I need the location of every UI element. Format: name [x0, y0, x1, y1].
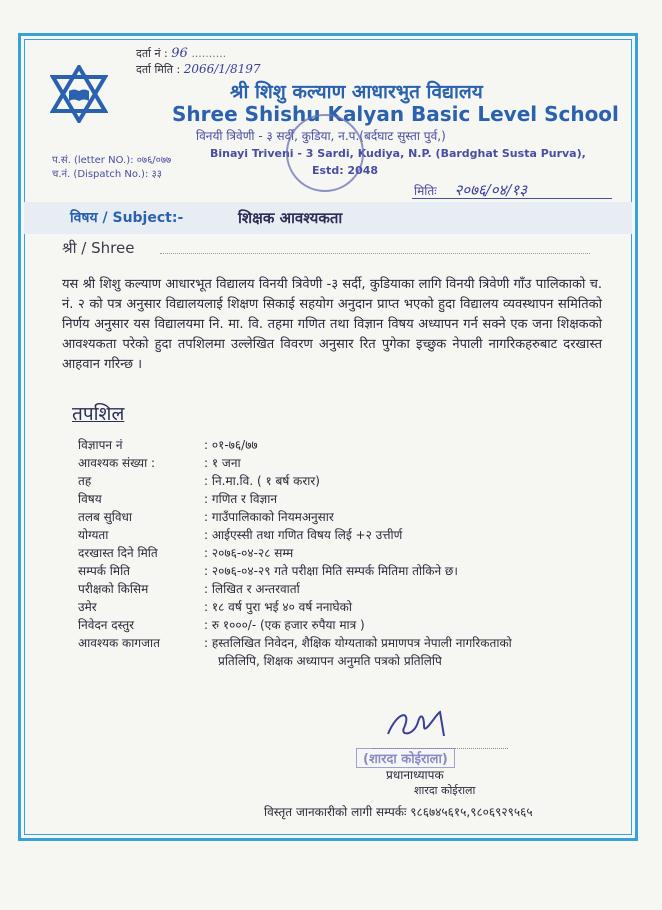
- address-english: Binayi Triveni - 3 Sardi, Kudiya, N.P. (Bardghat Susta Purva),: [210, 147, 586, 160]
- detail-label-salary: तलब सुविधा: [78, 510, 133, 524]
- dartaa-date-label: दर्ता मिति :: [136, 63, 181, 76]
- subject-label: विषय / Subject:-: [70, 210, 184, 226]
- detail-label-qualification: योग्यता: [78, 528, 109, 542]
- detail-value-age: : १८ वर्ष पुरा भई ४० वर्ष ननाघेको: [204, 600, 352, 614]
- school-name-english: Shree Shishu Kalyan Basic Level School: [172, 102, 619, 126]
- letter-date-label: मितिः: [414, 184, 437, 198]
- signature-stamp: (शारदा कोईराला): [356, 748, 455, 768]
- detail-value-fee: : रु १०००/- (एक हजार रुपैया मात्र ): [204, 618, 365, 632]
- dispatch-number-label: च.नं. (Dispatch No.):: [52, 169, 149, 180]
- detail-value-level: : नि.मा.वि. ( १ बर्ष करार): [204, 474, 320, 488]
- footer-contact: विस्तृत जानकारीको लागी सम्पर्कः ९८६७४५६१५,९८०६९२९५६५: [264, 805, 533, 819]
- detail-label-subject: विषय: [78, 492, 102, 506]
- detail-value-documents-cont: प्रतिलिपि, शिक्षक अध्यापन अनुमति पत्रको प्रतिलिपि: [218, 654, 442, 668]
- address-nepali: विनयी त्रिवेणी - ३ सर्दी, कुडिया, न.प.(बर्दघाट सुस्ता पुर्व,): [196, 129, 446, 143]
- subject-value: शिक्षक आवश्यकता: [238, 209, 343, 227]
- detail-label-contact-date: सम्पर्क मिति: [78, 564, 131, 578]
- addressee-label: श्री / Shree: [62, 239, 135, 257]
- detail-value-count: : १ जना: [204, 456, 241, 470]
- detail-value-salary: : गाउँपालिकाको नियमअनुसार: [204, 510, 334, 524]
- detail-label-documents: आवश्यक कागजात: [78, 636, 160, 650]
- dispatch-number: [52, 166, 162, 180]
- school-stamp: [286, 114, 364, 192]
- detail-label-fee: निवेदन दस्तुर: [78, 618, 135, 632]
- detail-value-documents: : हस्तलिखित निवेदन, शैक्षिक योग्यताको प्रमाणपत्र नेपाली नागरिकताको: [204, 636, 512, 650]
- dartaa-date-value: 2066/1/8197: [183, 62, 261, 76]
- signature-title: प्रधानाध्यापक: [386, 768, 444, 782]
- school-name-nepali: श्री शिशु कल्याण आधारभुत विद्यालय: [230, 81, 483, 103]
- detail-value-exam-type: : लिखित र अन्तरवार्ता: [204, 582, 300, 596]
- dartaa-date: [136, 62, 261, 77]
- dispatch-number-value: ३३: [151, 169, 162, 180]
- date-underline: [412, 198, 612, 199]
- detail-label-ad-number: विज्ञापन नं: [78, 438, 123, 452]
- dartaa-number: दर्ता नं : 96 ..........: [136, 46, 227, 61]
- detail-value-apply-date: : २०७६-०४-२८ सम्म: [204, 546, 294, 560]
- detail-value-contact-date: : २०७६-०४-२९ गते परीक्षा मिति सम्पर्क मितिमा तोकिने छ।: [204, 564, 458, 578]
- school-logo-icon: [50, 65, 108, 123]
- letter-date-value: २०७६/०४/१३: [454, 181, 527, 199]
- addressee-dotted-line: [160, 253, 590, 254]
- letter-number: [52, 152, 171, 166]
- signature-scribble-icon: [384, 706, 454, 746]
- detail-label-age: उमेर: [78, 600, 97, 614]
- letter-number-value: ०७६/०७७: [136, 155, 172, 166]
- detail-value-qualification: : आईएस्सी तथा गणित विषय लिई +२ उत्तीर्ण: [204, 528, 403, 542]
- detail-value-subject: : गणित र विज्ञान: [204, 492, 278, 506]
- letter-number-label: प.सं. (letter NO.):: [52, 155, 134, 166]
- body-paragraph: यस श्री शिशु कल्याण आधारभूत विद्यालय विनयी त्रिवेणी -३ सर्दी, कुडियाका लागि विनयी त्रिवेणी गाँउ पालिकाको च. नं. २ को पत्र अनुसार विद्यालयलाई शिक्षण सिकाई सहयोग अनुदान प्राप्त भएको हुदा विद्यालय व्यवस्थापन समितिको निर्णय अनुसार यस विद्यालयमा नि. मा. वि. तहमा गणित तथा विज्ञान विषय अध्यापन गर्न सक्ने एक जना शिक्षकको आवश्यकता परेको हुदा तपशिलमा उल्लेखित विवरण अनुसार रित पुगेका इच्छुक नेपाली नागरिकहरुबाट दरखास्त आहवान गरिन्छ ।: [62, 277, 602, 372]
- dartaa-number-label: दर्ता नं :: [136, 47, 168, 60]
- detail-label-apply-date: दरखास्त दिने मिति: [78, 546, 158, 560]
- detail-value-ad-number: : ०१-७६/७७: [204, 438, 258, 452]
- detail-label-count: आवश्यक संख्या :: [78, 456, 156, 470]
- detail-label-exam-type: परीक्षको किसिम: [78, 582, 149, 596]
- detail-label-level: तह: [78, 474, 92, 488]
- details-heading: तपशिल: [72, 403, 125, 425]
- estd-year: Estd: 2048: [312, 164, 379, 177]
- signature-name: शारदा कोईराला: [414, 784, 476, 797]
- letter-date: [414, 180, 527, 200]
- dartaa-number-value: 96: [171, 46, 188, 61]
